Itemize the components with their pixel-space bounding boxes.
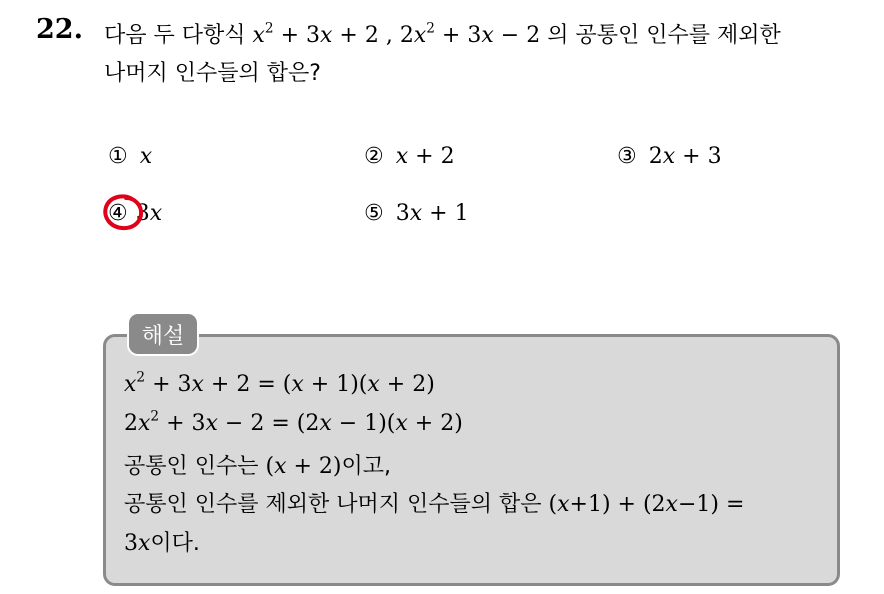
solution-line-5-end: 이다. — [150, 531, 200, 556]
choice-2-label: x + 2 — [395, 144, 455, 169]
question-number: 22. — [36, 14, 83, 45]
choice-3-mark: ③ — [617, 144, 637, 169]
choice-5-mark: ⑤ — [364, 201, 384, 226]
choice-4-mark: ④ — [108, 201, 128, 226]
solution-line-2: $2x^2 + 3x - 2 = (2x - 1)(x + 2)$ — [124, 408, 463, 436]
question-text-mid: 의 공통인 인수를 제외한 — [547, 23, 781, 48]
solution-line-3-end: 이고, — [341, 454, 392, 479]
choice-2[interactable] — [364, 144, 455, 169]
polynomial-1: $x^2 + 3x + 2$ , $2x^2 + 3x - 2$ — [252, 20, 548, 48]
choice-1[interactable] — [108, 144, 152, 169]
choice-2-mark: ② — [364, 144, 384, 169]
solution-line-4-text: 공통인 인수를 제외한 나머지 인수들의 합은 — [124, 492, 542, 517]
question-text-start: 다음 두 다항식 — [104, 23, 246, 48]
choice-4-label: 3x — [135, 201, 163, 226]
answer-circle-icon — [102, 193, 146, 233]
choice-3[interactable] — [617, 144, 722, 169]
explanation-tag: 해설 — [129, 314, 197, 354]
solution-line-1: $x^2 + 3x + 2 = (x + 1)(x + 2)$ — [124, 369, 435, 397]
choice-5[interactable] — [364, 201, 469, 226]
solution-line-5: 3x이다. — [124, 531, 200, 556]
choice-1-mark: ① — [108, 144, 128, 169]
question-line-1 — [104, 18, 781, 49]
solution-line-3: 공통인 인수는 (x + 2)이고, — [124, 454, 392, 479]
choice-1-label: x — [139, 144, 153, 169]
solution-line-3-text: 공통인 인수는 — [124, 454, 259, 479]
choice-3-label: 2x + 3 — [648, 144, 722, 169]
choice-5-label: 3x + 1 — [395, 201, 469, 226]
question-line-2: 나머지 인수들의 합은? — [104, 61, 321, 86]
solution-line-4: 공통인 인수를 제외한 나머지 인수들의 합은 (x+1) + (2x−1) = — [124, 492, 745, 517]
